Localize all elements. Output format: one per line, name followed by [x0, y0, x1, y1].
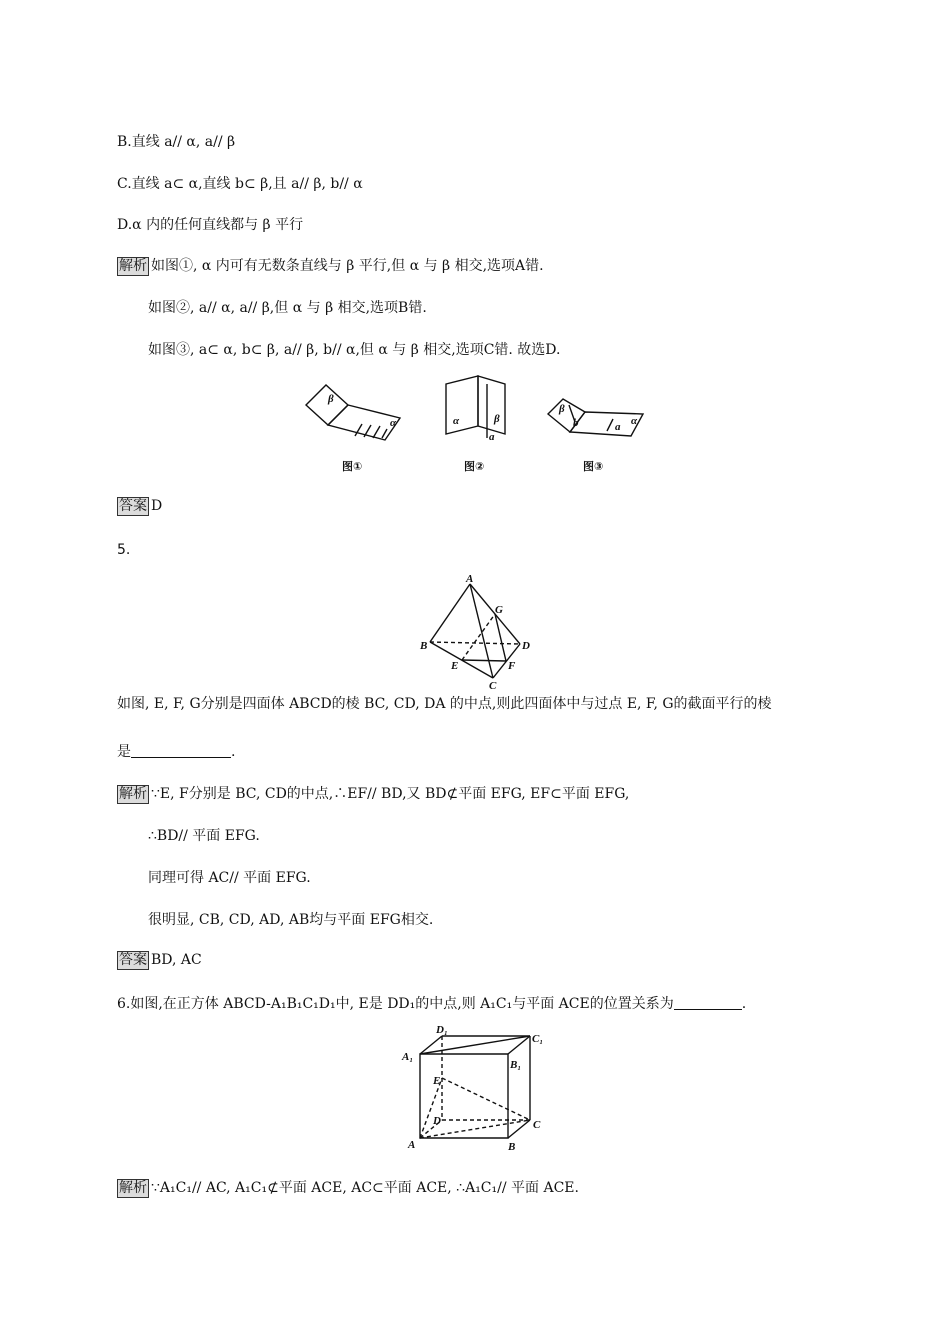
plane-beta	[548, 399, 585, 432]
answer-tag: 答案	[119, 952, 147, 968]
q5-analysis-line-2: ∴BD// 平面 EFG.	[148, 828, 260, 844]
fig-caption-2: 图②	[464, 460, 485, 473]
analysis-tag: 解析	[119, 258, 147, 274]
svg-text:β: β	[559, 403, 565, 415]
svg-text:C: C	[533, 1119, 541, 1131]
q5-answer: 答案 BD, AC	[119, 952, 202, 968]
q4-analysis-line-1	[117, 256, 544, 276]
q5-analysis-line-3: 同理可得 AC// 平面 EFG.	[148, 870, 311, 886]
svg-text:D: D	[522, 640, 530, 652]
answer-blank	[674, 995, 742, 1010]
svg-text:G: G	[495, 604, 503, 616]
answer-text: D	[151, 498, 163, 514]
svg-text:α: α	[453, 415, 460, 427]
svg-text:B: B	[508, 1141, 516, 1153]
svg-text:A: A	[408, 1139, 416, 1151]
svg-text:E: E	[451, 660, 459, 672]
figure-1	[300, 380, 410, 480]
q5-tetrahedron	[418, 570, 538, 690]
svg-text:a: a	[489, 431, 495, 443]
fig-caption-1: 图①	[342, 460, 363, 473]
analysis-text: 如图①, α 内可有无数条直线与 β 平行,但 α 与 β 相交,选项A错.	[151, 258, 544, 274]
svg-text:C: C	[489, 680, 497, 692]
label-beta: β	[328, 393, 334, 405]
svg-text:C₁: C₁	[532, 1033, 544, 1045]
svg-text:A₁: A₁	[402, 1051, 414, 1063]
q4-answer	[117, 496, 162, 516]
q6-cube	[400, 1024, 560, 1156]
q5-analysis-line-4: 很明显, CB, CD, AD, AB均与平面 EFG相交.	[148, 912, 434, 928]
fig-caption-3: 图③	[583, 460, 604, 473]
svg-text:A: A	[466, 573, 474, 585]
q5-analysis-line-1: 解析 ∵E, F分别是 BC, CD的中点,∴EF// BD,又 BD⊄平面 EFG, EF⊂平面 EFG,	[119, 786, 630, 802]
plane-alpha	[446, 376, 478, 434]
svg-text:B: B	[420, 640, 428, 652]
option-c: C.直线 a⊂ α,直线 b⊂ β,且 a// β, b// α	[117, 176, 363, 192]
option-d: D.α 内的任何直线都与 β 平行	[117, 217, 304, 233]
plane-beta	[478, 376, 505, 434]
svg-text:β: β	[494, 413, 500, 425]
q4-analysis-line-2: 如图②, a// α, a// β,但 α 与 β 相交,选项B错.	[148, 300, 427, 316]
analysis-tag: 解析	[119, 786, 147, 802]
svg-text:α: α	[631, 415, 638, 427]
q6-analysis-line-1: 解析 ∵A₁C₁// AC, A₁C₁⊄平面 ACE, AC⊂平面 ACE, ∴A₁C₁// 平面 ACE.	[119, 1180, 579, 1196]
q5-stem-2: 是 .	[117, 744, 236, 760]
answer-tag: 答案	[119, 498, 147, 514]
option-b: B.直线 a// α, a// β	[117, 134, 236, 150]
q5-number: 5.	[117, 542, 131, 558]
svg-text:E: E	[433, 1075, 441, 1087]
answer-blank	[131, 743, 231, 758]
svg-text:B₁: B₁	[510, 1059, 522, 1071]
label-alpha: α	[390, 417, 397, 429]
analysis-tag: 解析	[119, 1180, 147, 1196]
q5-stem-1: 如图, E, F, G分别是四面体 ABCD的棱 BC, CD, DA 的中点,则此四面体中与过点 E, F, G的截面平行的棱	[117, 696, 772, 712]
figure-2	[440, 374, 510, 480]
q6-stem: 6.如图,在正方体 ABCD-A₁B₁C₁D₁中, E是 DD₁的中点,则 A₁C₁与平面 ACE的位置关系为 .	[117, 996, 747, 1012]
svg-text:a: a	[615, 421, 621, 433]
svg-text:F: F	[508, 660, 516, 672]
q4-analysis-line-3: 如图③, a⊂ α, b⊂ β, a// β, b// α,但 α 与 β 相交,选项C错. 故选D.	[148, 342, 561, 358]
figure-3	[545, 394, 655, 480]
svg-text:D₁: D₁	[436, 1024, 448, 1036]
svg-text:b: b	[573, 417, 579, 429]
plane-beta	[306, 385, 348, 425]
svg-text:D: D	[433, 1115, 441, 1127]
